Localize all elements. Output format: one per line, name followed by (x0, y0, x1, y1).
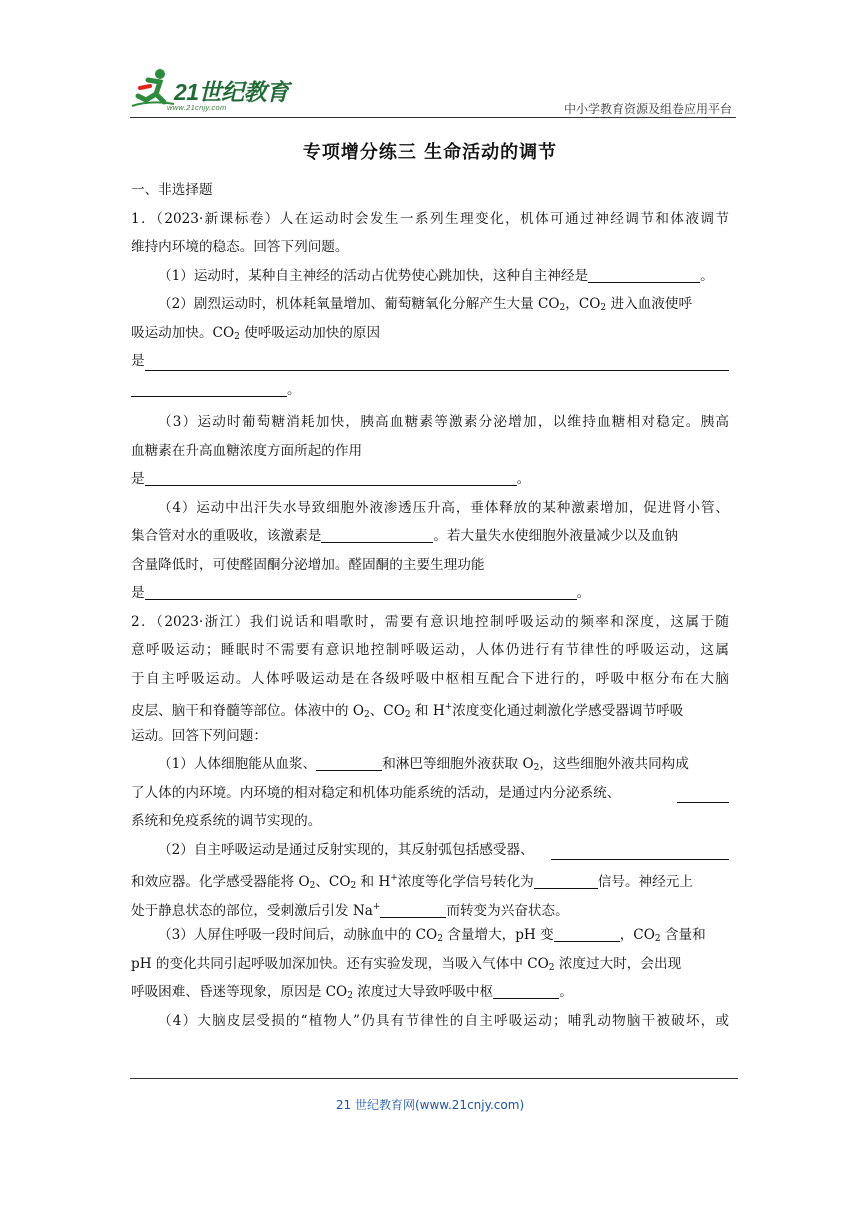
answer-blank[interactable] (493, 982, 559, 999)
q1-part3-answer: 是 。 (131, 471, 531, 487)
q1-part4: （4）运动中出汗失水导致细胞外液渗透压升高，垂体释放的某种激素增加，促进肾小管、 (158, 499, 729, 516)
q2-part1: （1）人体细胞能从血浆、 和淋巴等细胞外液获取 $O_2$，这些细胞外液共同构成 (158, 756, 689, 773)
q2-part3-line: pH 的变化共同引起呼吸加深加快。还有实验发现，当吸入气体中 $CO_2$ 浓度过大时，会出现 (131, 955, 682, 973)
q2-stem-line: 于自主呼吸运动。人体呼吸运动是在各级呼吸中枢相互配合下进行的，呼吸中枢分布在大脑 (131, 670, 729, 687)
q1-part4-answer: 是 。 (131, 585, 591, 601)
q2-part3: （3）人屏住呼吸一段时间后，动脉血中的 $CO_2$ 含量增大，pH 变 ，$CO_2$ 含量和 (158, 927, 706, 944)
answer-blank[interactable] (145, 469, 517, 486)
page-title: 专项增分练三 生命活动的调节 (302, 142, 558, 163)
section-heading: 一、非选择题 (131, 182, 213, 198)
answer-blank[interactable] (554, 925, 620, 942)
q2-stem-line: 皮层、脑干和脊髓等部位。体液中的 $O_2$、$CO_2$ 和 H+浓度变化通过刺激化学感受器调节呼吸 (131, 702, 684, 720)
q1-part3: （3）运动时葡萄糖消耗加快，胰高血糖素等激素分泌增加，以维持血糖相对稳定。胰高 (158, 414, 729, 430)
answer-blank[interactable] (316, 754, 382, 771)
q1-part2: （2）剧烈运动时，机体耗氧量增加、葡萄糖氧化分解产生大量 $CO_2$，$CO_2$ 进入血液使呼 (158, 296, 693, 313)
answer-blank[interactable] (534, 872, 598, 889)
answer-blank[interactable] (145, 583, 577, 600)
q2-part2: （2）自主呼吸运动是通过反射实现的，其反射弧包括感受器、 (131, 836, 729, 865)
header-divider (130, 117, 736, 118)
logo-url: www.21cnjy.com (167, 103, 227, 112)
q2-stem-line: 意呼吸运动；睡眠时不需要有意识地控制呼吸运动，人体仍进行有节律性的呼吸运动，这属 (131, 642, 729, 658)
q1-part2-line: 吸运动加快。$CO_2$ 使呼吸运动加快的原因 (131, 324, 381, 342)
answer-blank[interactable] (321, 526, 433, 543)
q2-part4: （4）大脑皮层受损的“植物人”仍具有节律性的自主呼吸运动；哺乳动物脑干被破坏，或 (158, 1012, 729, 1029)
answer-blank[interactable] (551, 843, 729, 860)
footer-link[interactable]: 21 世纪教育网(www.21cnjy.com) (335, 1098, 525, 1112)
q1-part2-answer: 是 (131, 347, 729, 376)
question-content (131, 176, 729, 1035)
header-slogan: 中小学教育资源及组卷应用平台 (563, 102, 732, 116)
q2-part1-line: 系统和免疫系统的调节实现的。 (131, 813, 322, 829)
q2-stem-line: 运动。回答下列问题： (131, 727, 267, 744)
site-logo[interactable] (130, 66, 290, 114)
q1-part2-answer-cont: 。 (131, 376, 729, 405)
q2-part2-line: 处于静息状态的部位，受刺激后引发 Na+ 而转变为兴奋状态。 (131, 901, 569, 919)
q2-part2-line: 和效应器。化学感受器能将 $O_2$、$CO_2$ 和 H+浓度等化学信号转化为 信号。神经元上 (131, 873, 693, 891)
q1-part4-line: 集合管对水的重吸收，该激素是 。若大量失水使细胞外液量减少以及血钠 (131, 528, 678, 544)
q2-stem-line: 2．（2023·浙江）我们说话和唱歌时，需要有意识地控制呼吸运动的频率和深度，这属于随 (131, 613, 729, 630)
q1-part4-line: 含量降低时，可使醛固酮分泌增加。醛固酮的主要生理功能 (131, 556, 485, 573)
answer-blank[interactable] (131, 380, 287, 397)
answer-blank[interactable] (145, 354, 729, 371)
q1-stem-line: 维持内环境的稳态。回答下列问题。 (131, 239, 349, 255)
q1-part1: （1）运动时，某种自主神经的活动占优势使心跳加快，这种自主神经是 。 (158, 267, 714, 284)
page-header (130, 66, 736, 118)
footer-divider (130, 1078, 738, 1079)
logo-wordmark: 21世纪教育 (174, 79, 289, 105)
q2-part1-line: 了人体的内环境。内环境的相对稳定和机体功能系统的活动，是通过内分泌系统、 (131, 779, 729, 808)
q2-part3-line: 呼吸困难、昏迷等现象，原因是 $CO_2$ 浓度过大导致呼吸中枢 。 (131, 984, 573, 1001)
answer-blank[interactable] (677, 786, 729, 803)
answer-blank[interactable] (588, 266, 700, 283)
q1-stem-line: 1．（2023·新课标卷）人在运动时会发生一系列生理变化，机体可通过神经调节和体液调节 (131, 210, 729, 227)
answer-blank[interactable] (380, 901, 446, 918)
q1-part3-line: 血糖素在升高血糖浓度方面所起的作用 (131, 442, 363, 459)
